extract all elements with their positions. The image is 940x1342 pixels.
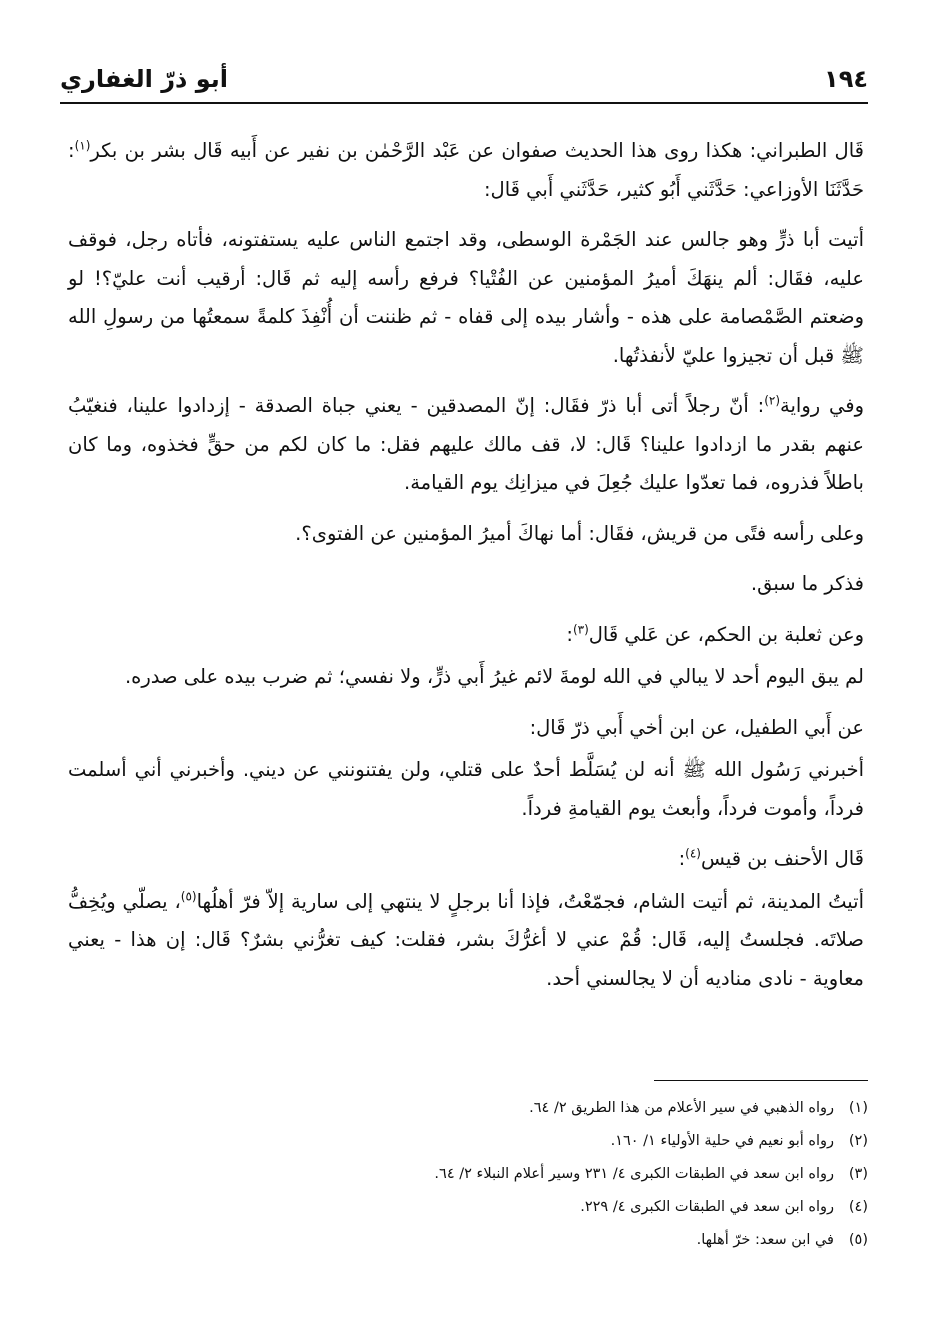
paragraph: وعن ثعلبة بن الحكم، عن عَلي قَال$^{(٣)}$: [566,622,864,646]
page-header [60,56,868,104]
footnote-divider [654,1080,868,1081]
page-number: ١٩٤ [824,65,868,93]
footnote-ref: (٥) [180,889,197,903]
footnote: (٤) رواه ابن سعد في الطبقات الكبرى ٤/ ٢٢٩. [580,1199,868,1215]
footnote-ref: (٢) [764,393,781,408]
footnote: (٣) رواه ابن سعد في الطبقات الكبرى ٤/ ٢٣١ وسير أعلام النبلاء ٢/ ٦٤. [434,1166,868,1182]
footnote: (١) رواه الذهبي في سير الأعلام من هذا الطريق ٢/ ٦٤. [529,1100,868,1116]
footnote-ref: (٣) [572,622,589,636]
paragraph: وعلى رأسه فتًى من قريش، فقَال: أما نهاكَ أميرُ المؤمنين عن الفتوى؟. [295,521,864,545]
main-text [68,132,864,1010]
paragraph: أخبرني رَسُول الله ﷺ أنه لن يُسَلَّط أحدٌ على قتلي، ولن يفتنونني عن ديني. وأخبرني أني أسلمت فرداً، وأموت فرداً، وأبعث يوم القيامةِ فرداً. [68,758,864,820]
paragraph: أتيتُ المدينة، ثم أتيت الشام، فجمّعْتُ، فإذا أنا برجلٍ لا ينتهي إلى سارية إلاّ فرّ أهلُها$^{(٥)}$، يصلّي ويُخِفُّ صلاتَه. فجلستُ إليه، قَال: قُمْ عني لا أغرُّكَ بشر، فقلت: كيف تغرُّني بشرٌ؟ قَال: إن هذا - يعني معاوية - نادى مناديه أن لا يجالسني أحد. [68,889,864,990]
footnote-ref: (١) [74,138,91,153]
paragraph: وفي رواية$^{(٢)}$: أنّ رجلاً أتى أبا ذرّ فقَال: إنّ المصدقين - يعني جباة الصدقة - إزدادوا علينا، فنغيّبُ عنهم بقدر ما ازدادوا علينا؟ قَال: لا، قف مالك عليهم فقل: ما كان لكم من حقٍّ فخذوه، وما كان باطلاً فذروه، فما تعدّوا عليك جُعِلَ في ميزانِك يوم القيامة. [68,393,864,494]
paragraph: لم يبق اليوم أحد لا يبالي في الله لومةَ لائم غيرُ أَبي ذرٍّ، ولا نفسي؛ ثم ضرب بيده على صدره. [124,665,864,688]
running-title: أبو ذرّ الغفاري [60,65,229,93]
paragraph: قَال الأحنف بن قيس$^{(٤)}$: [678,846,864,870]
footnote-ref: (٤) [685,846,701,861]
paragraph: عن أَبي الطفيل، عن ابن أخي أَبي ذرّ قَال: [529,715,864,739]
paragraph: قَال الطبراني: هكذا روى هذا الحديث صفوان عن عَبْد الرَّحْمٰن بن نفير عن أَبيه قَال بشر بن بكر$^{(١)}$: حَدَّثَنَا الأوزاعي: حَدَّثَني أَبُو كثير، حَدَّثَني أَبي قَال: [68,138,864,201]
footnote: (٢) رواه أبو نعيم في حلية الأولياء ١/ ١٦٠. [610,1133,868,1149]
paragraph: فذكر ما سبق. [750,572,864,595]
footnotes [200,1092,868,1257]
paragraph: أتيت أبا ذرٍّ وهو جالس عند الجَمْرة الوسطى، وقد اجتمع الناس عليه يستفتونه، فأتاه رجل، فوقف عليه، فقَال: ألم ينهَكَ أميرُ المؤمنين عن الفُتْيا؟ فرفع رأسه إليه ثم قَال: أرقيب أنت عليّ؟! لو وضعتم الصَّمْصامة على هذه - وأشار بيده إلى قفاه - ثم ظننت أن أُنْفِذَ كلمةً سمعتُها من رسولِ الله ﷺ قبل أن تجيزوا عليّ لأنفذتُها. [68,228,864,367]
footnote: (٥) في ابن سعد: خرّ أهلها. [696,1232,868,1248]
